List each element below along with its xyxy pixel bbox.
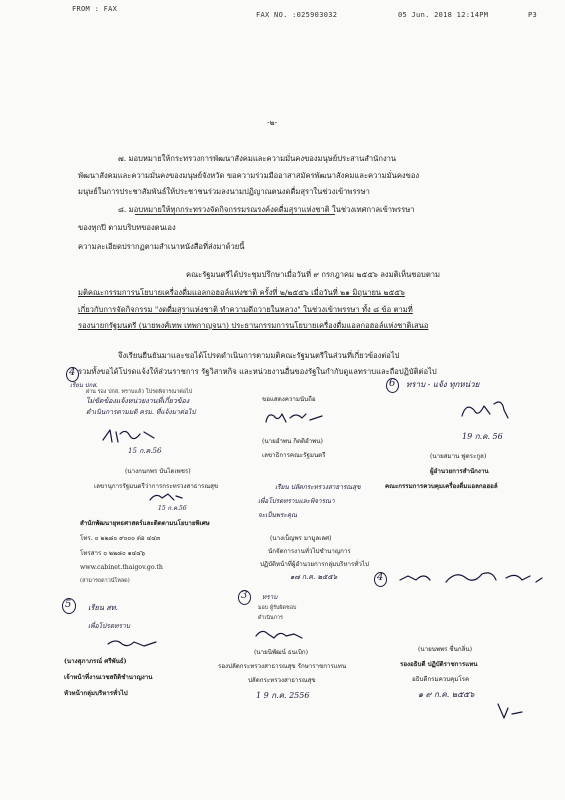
office-tel: โทร. ๐ ๒๒๘๐ ๙๐๐๐ ต่อ ๔๔๓ xyxy=(80,535,161,542)
left-date-hand2: 15 ก.ค.56 xyxy=(158,505,187,512)
bottom-right-date: ๑ ๙ ก.ค. ๒๕๕๖ xyxy=(418,690,475,699)
circled-number-5: 5 xyxy=(62,598,76,614)
routing-line2: เพื่อโปรดทราบและพิจารณา xyxy=(258,497,335,505)
para8-line2: ของทุกปี ตามบริบทของตนเอง xyxy=(78,223,176,232)
bottom-left-title1: เจ้าหน้าที่งานเวชสถิติชำนาญงาน xyxy=(64,674,153,681)
signature-nipat xyxy=(252,626,306,644)
deputy-name: (นายนิพัฒน์ ธนเบิก) xyxy=(254,649,309,656)
office-fax: โทรสาร ๐ ๒๒๘๐ ๑๔๔๖ xyxy=(80,550,145,557)
fax-page: P3 xyxy=(528,11,538,19)
para7-line1: ๗. มอบหมายให้กระทรวงการพัฒนาสังคมและความมั่นคงของมนุษย์ประสานสำนักงาน xyxy=(118,154,397,163)
para8-line3: ความละเอียดปรากฏตามสำเนาหนังสือที่ส่งมาด้วยนี้ xyxy=(78,242,245,251)
bottom-left-label: เรียน สท. xyxy=(88,603,118,612)
routing-line1: เรียน ปลัดกระทรวงสาธารณสุข xyxy=(275,483,361,491)
deputy-date: 1 9 ก.ค. 2556 xyxy=(256,691,310,700)
memo-line: ผ่าน รอง ปกส. ทราบแล้ว โปรดพิจารณาต่อไป xyxy=(86,389,193,395)
bottom-right-title2: อธิบดีกรมควบคุมโรค xyxy=(412,676,470,683)
ack-line2: มอบ ผู้รับผิดชอบ xyxy=(258,605,297,611)
deputy-title1: รองปลัดกระทรวงสาธารณสุข รักษาราชการแทน xyxy=(218,663,347,670)
bottom-left-title2: หัวหน้ากลุ่มบริหารทั่วไป xyxy=(64,690,128,697)
cabinet-line2: มติคณะกรรมการนโยบายเครื่องดื่มแอลกอฮอล์แห่งชาติ ครั้งที่ ๒/๒๕๕๖ เมื่อวันที่ ๒๑ มิถุนายน ๒๕๕๖ xyxy=(78,288,405,297)
staff-role: ปฏิบัติหน้าที่ผู้อำนวยการกลุ่มบริหารทั่วไป xyxy=(260,561,369,568)
center-signer-title: เลขาธิการคณะรัฐมนตรี xyxy=(262,452,326,459)
signature-mark-bottom xyxy=(494,700,526,722)
left-signer-title: เลขานุการรัฐมนตรีว่าการกระทรวงสาธารณสุข xyxy=(94,483,219,490)
staff-date: ๑๗ ก.ค. ๒๕๕๖ xyxy=(290,573,338,581)
signature-saman xyxy=(456,396,516,426)
fax-date: 05 Jun. 2018 12:14PM xyxy=(398,11,489,19)
memo-hand1: ไม่ขัดข้องแจ้งหน่วยงานที่เกี่ยวข้อง xyxy=(86,397,190,405)
routing-line3: จะเป็นพระคุณ xyxy=(258,511,298,519)
office-name: สำนักพัฒนายุทธศาสตร์และติดตามนโยบายพิเศษ xyxy=(80,520,210,527)
signature-supaporn xyxy=(104,636,162,650)
bottom-right-name: (นายนพพร ชื่นกลิ่น) xyxy=(418,646,473,653)
cabinet-line4: รองนายกรัฐมนตรี (นายพงศ์เทพ เทพกาญจนา) ประธานกรรมการนโยบายเครื่องดื่มแอลกอฮอล์แห่งชาติเสนอ xyxy=(78,321,429,330)
ack-label: ทราบ xyxy=(262,593,278,601)
memo-date-hand: 15 ก.ค.56 xyxy=(128,447,162,455)
circled-number-4: 4 xyxy=(66,367,79,382)
page-number: -๒- xyxy=(267,118,278,127)
initials-mark xyxy=(148,490,184,504)
signature-noppon-long xyxy=(396,566,546,592)
right-date-hand: 19 ก.ค. 56 xyxy=(462,432,503,441)
right-hand-top: ทราบ - แจ้ง ทุกหน่วย xyxy=(406,380,480,389)
confirm-line2: รวมทั้งขอได้โปรดแจ้งให้ส่วนราชการ รัฐวิสาหกิจ และหน่วยงานอื่นของรัฐในกำกับดูแลทราบและถือปฏิบัติต่อไป xyxy=(78,367,437,376)
signature-kanokporn xyxy=(100,426,160,448)
para7-line3: มนุษย์ในการประชาสัมพันธ์ให้ประชาชนร่วมลงนามปฏิญาณตนงดดื่มสุราในช่วงเข้าพรรษา xyxy=(78,187,370,196)
cabinet-line1: คณะรัฐมนตรีได้ประชุมปรึกษาเมื่อวันที่ ๙ กรกฎาคม ๒๕๕๖ ลงมติเห็นชอบตาม xyxy=(186,270,441,279)
staff-title: นักจัดการงานทั่วไปชำนาญการ xyxy=(268,548,351,555)
circled-number-3: 3 xyxy=(238,590,251,605)
fax-from: FROM : FAX xyxy=(72,5,118,13)
signature-ampon xyxy=(262,408,326,428)
center-signer-name: (นายอำพน กิตติอำพน) xyxy=(262,438,323,445)
bottom-left-hand: เพื่อโปรดทราบ xyxy=(88,622,130,630)
confirm-line1: จึงเรียนยืนยันมาและขอได้โปรดดำเนินการตามมติคณะรัฐมนตรีในส่วนที่เกี่ยวข้องต่อไป xyxy=(118,351,400,360)
memo-to: เรียน ปกส. xyxy=(70,382,98,389)
underline-mark xyxy=(135,214,335,215)
cabinet-line3: เกี่ยวกับการจัดกิจกรรม "งดดื่มสุราแห่งชาติ ทำความดีถวายในหลวง" ในช่วงเข้าพรรษา ทั้ง ๘ ข้อ ตามที่ xyxy=(78,305,413,314)
para7-line2: พัฒนาสังคมและความมั่นคงของมนุษย์จังหวัด ขอความร่วมมืออาสาสมัครพัฒนาสังคมและความมั่นคงของ xyxy=(78,171,420,180)
memo-hand2: ดำเนินการตามมติ ครม. ที่แจ้งมาต่อไป xyxy=(86,408,196,416)
respect-closing: ขอแสดงความนับถือ xyxy=(262,396,316,403)
para8-line1: ๘. มอบหมายให้ทุกกระทรวงจัดกิจกรรมรณรงค์งดดื่มสุราแห่งชาติ ในช่วงเทศกาลเข้าพรรษา xyxy=(118,205,415,214)
right-signer-title2: คณะกรรมการควบคุมเครื่องดื่มแอลกอฮอล์ xyxy=(385,483,498,490)
circled-number-4b: 4 xyxy=(374,572,387,587)
bottom-right-title1: รองอธิบดี ปฏิบัติราชการแทน xyxy=(400,661,478,668)
deputy-title2: ปลัดกระทรวงสาธารณสุข xyxy=(248,677,316,684)
office-website: www.cabinet.thaigov.go.th xyxy=(80,564,163,571)
right-signer-title1: ผู้อำนวยการสำนักงาน xyxy=(430,468,489,475)
staff-name: (นางเบ็ญพร มามูลเลศ) xyxy=(270,535,332,542)
right-signer-name: (นายสมาน ฟูตระกูล) xyxy=(430,453,487,460)
ack-line3: ดำเนินการ xyxy=(258,615,283,621)
bottom-left-name: (นางสุภาภรณ์ ศรีพันธ์) xyxy=(64,658,127,665)
fax-number: FAX NO. :025903032 xyxy=(256,11,338,19)
circled-number-6: 6 xyxy=(386,378,399,393)
left-signer-name: (นางกนกพร บันไดเพชร) xyxy=(125,468,191,475)
office-note: (สามารถดาวน์โหลด) xyxy=(80,578,130,584)
